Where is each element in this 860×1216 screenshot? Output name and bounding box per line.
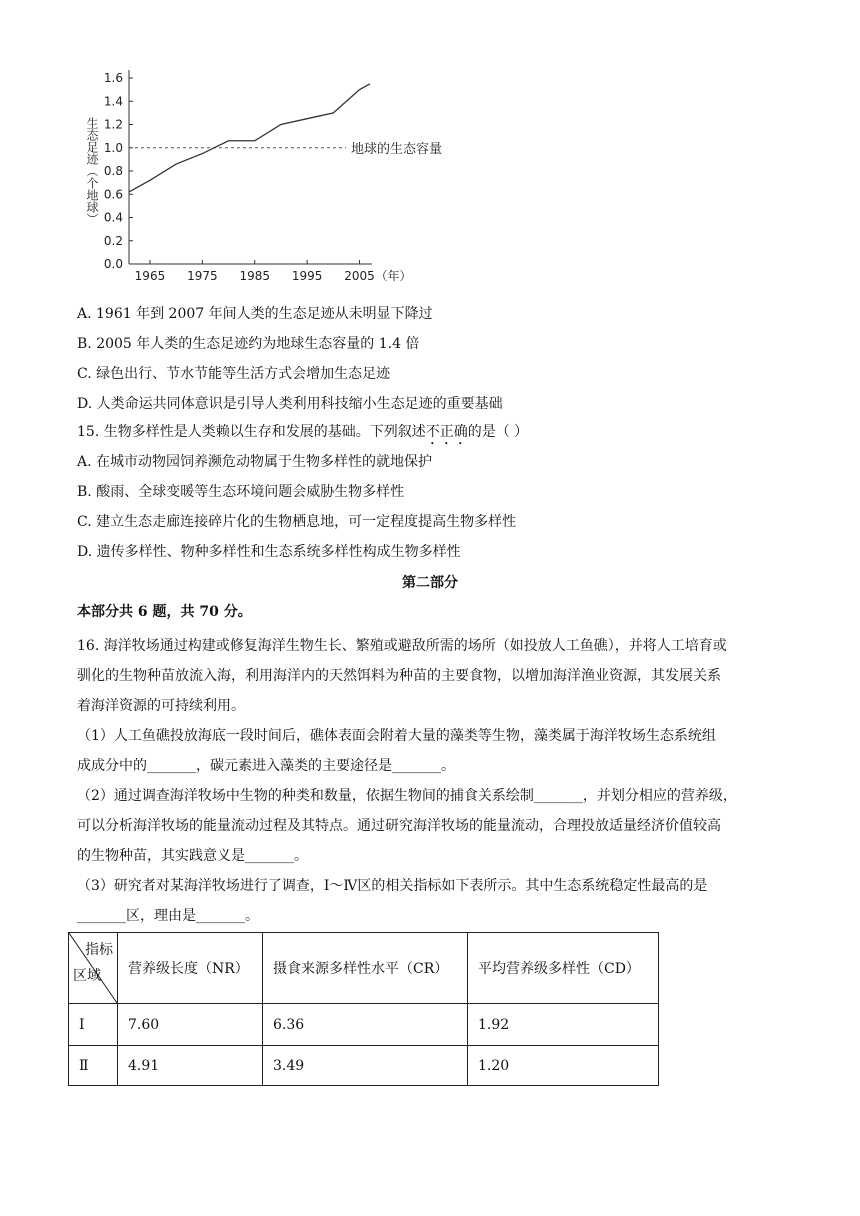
q16-part1-line-2: 成成分中的_______，碳元素进入藻类的主要途径是_______。 [77, 758, 455, 774]
ecological-footprint-chart [70, 62, 470, 290]
q15-option-b: B. 酸雨、全球变暖等生态环境问题会威胁生物多样性 [77, 484, 405, 500]
q14-option-a: A. 1961 年到 2007 年间人类的生态足迹从未明显下降过 [77, 306, 433, 322]
corner-label-region: 区域 [73, 968, 101, 984]
y-tick-label: 0.2 [103, 233, 123, 248]
q16-part2-line-2: 可以分析海洋牧场的能量流动过程及其特点。通过研究海洋牧场的能量流动，合理投放适量经济价值较高 [77, 818, 721, 834]
table-region-cell: Ⅱ [69, 1046, 118, 1086]
q15-option-a: A. 在城市动物园饲养濒危动物属于生物多样性的就地保护 [77, 454, 433, 470]
x-tick-label: 1995 [291, 269, 323, 283]
y-tick-label: 0.0 [103, 257, 123, 271]
y-tick-label: 1.2 [103, 117, 123, 132]
chart-svg [70, 62, 470, 290]
q14-option-b: B. 2005 年人类的生态足迹约为地球生态容量的 1.4 倍 [77, 336, 420, 352]
table-header-row [69, 933, 659, 1004]
q14-option-c: C. 绿色出行、节水节能等生活方式会增加生态足迹 [77, 366, 391, 382]
q15-stem-emphasis: 不正确 [425, 424, 468, 440]
x-tick-label: 1985 [239, 269, 271, 283]
q16-part2-line-1: （2）通过调查海洋牧场中生物的种类和数量，依据生物间的捕食关系绘制_______，并划分相应的营养级， [77, 788, 737, 804]
y-tick-label: 1.0 [103, 140, 123, 155]
q16-line-3: 着海洋资源的可持续利用。 [77, 698, 245, 714]
x-tick-label: 1975 [187, 269, 218, 283]
table-cell: 7.60 [118, 1004, 263, 1046]
y-tick-label: 1.6 [103, 71, 123, 85]
q16-line-1: 16. 海洋牧场通过构建或修复海洋生物生长、繁殖或避敌所需的场所（如投放人工鱼礁），并将人工培育或 [77, 638, 727, 654]
q16-part3-line-2: _______区，理由是_______。 [77, 908, 259, 924]
table-row [69, 1004, 659, 1046]
x-tick-label: 1965 [134, 269, 166, 283]
part2-heading: 第二部分 [402, 575, 458, 591]
q16-part1-line-1: （1）人工鱼礁投放海底一段时间后，礁体表面会附着大量的藻类等生物，藻类属于海洋牧场生态系统组 [77, 728, 716, 744]
table-cell: 3.49 [263, 1046, 468, 1086]
y-tick-label: 0.4 [103, 210, 123, 225]
x-unit-label: （年） [375, 269, 412, 283]
table-header-cr: 摄食来源多样性水平（CR） [263, 933, 468, 1004]
table-region-cell: Ⅰ [69, 1004, 118, 1046]
table-cell: 6.36 [263, 1004, 468, 1046]
table-header-nr: 营养级长度（NR） [118, 933, 263, 1004]
indicator-table [68, 932, 659, 1086]
y-tick-label: 0.8 [103, 164, 123, 178]
q16-part3-line-1: （3）研究者对某海洋牧场进行了调查，Ⅰ～Ⅳ区的相关指标如下表所示。其中生态系统稳定性最高的是 [77, 878, 708, 894]
q15-stem-pre: 15. 生物多样性是人类赖以生存和发展的基础。下列叙述 [77, 424, 426, 440]
y-tick-label: 0.6 [103, 187, 123, 202]
corner-label-indicator: 指标 [85, 942, 113, 958]
footprint-series-line [129, 84, 370, 192]
table-row [69, 1046, 659, 1086]
q15-option-c: C. 建立生态走廊连接碎片化的生物栖息地，可一定程度提高生物多样性 [77, 514, 517, 530]
table-cell: 1.20 [468, 1046, 659, 1086]
table-corner-cell [69, 933, 118, 1004]
q15-stem [77, 422, 528, 448]
part2-intro: 本部分共 6 题，共 70 分。 [77, 604, 252, 620]
q14-option-d: D. 人类命运共同体意识是引导人类利用科技缩小生态足迹的重要基础 [77, 396, 503, 412]
y-axis-label: 生态足迹（个地球） [85, 117, 99, 225]
q16-part2-line-3: 的生物种苗，其实践意义是_______。 [77, 848, 308, 864]
x-tick-label: 2005 [344, 269, 375, 283]
reference-line-label: 地球的生态容量 [351, 141, 443, 157]
table-header-cd: 平均营养级多样性（CD） [468, 933, 659, 1004]
table-cell: 1.92 [468, 1004, 659, 1046]
q15-stem-post: 的是（ ） [467, 424, 529, 440]
q16-line-2: 驯化的生物种苗放流入海，利用海洋内的天然饵料为种苗的主要食物，以增加海洋渔业资源，其发展关系 [77, 668, 721, 684]
y-tick-label: 1.4 [103, 94, 123, 109]
q15-option-d: D. 遗传多样性、物种多样性和生态系统多样性构成生物多样性 [77, 544, 461, 560]
table-cell: 4.91 [118, 1046, 263, 1086]
